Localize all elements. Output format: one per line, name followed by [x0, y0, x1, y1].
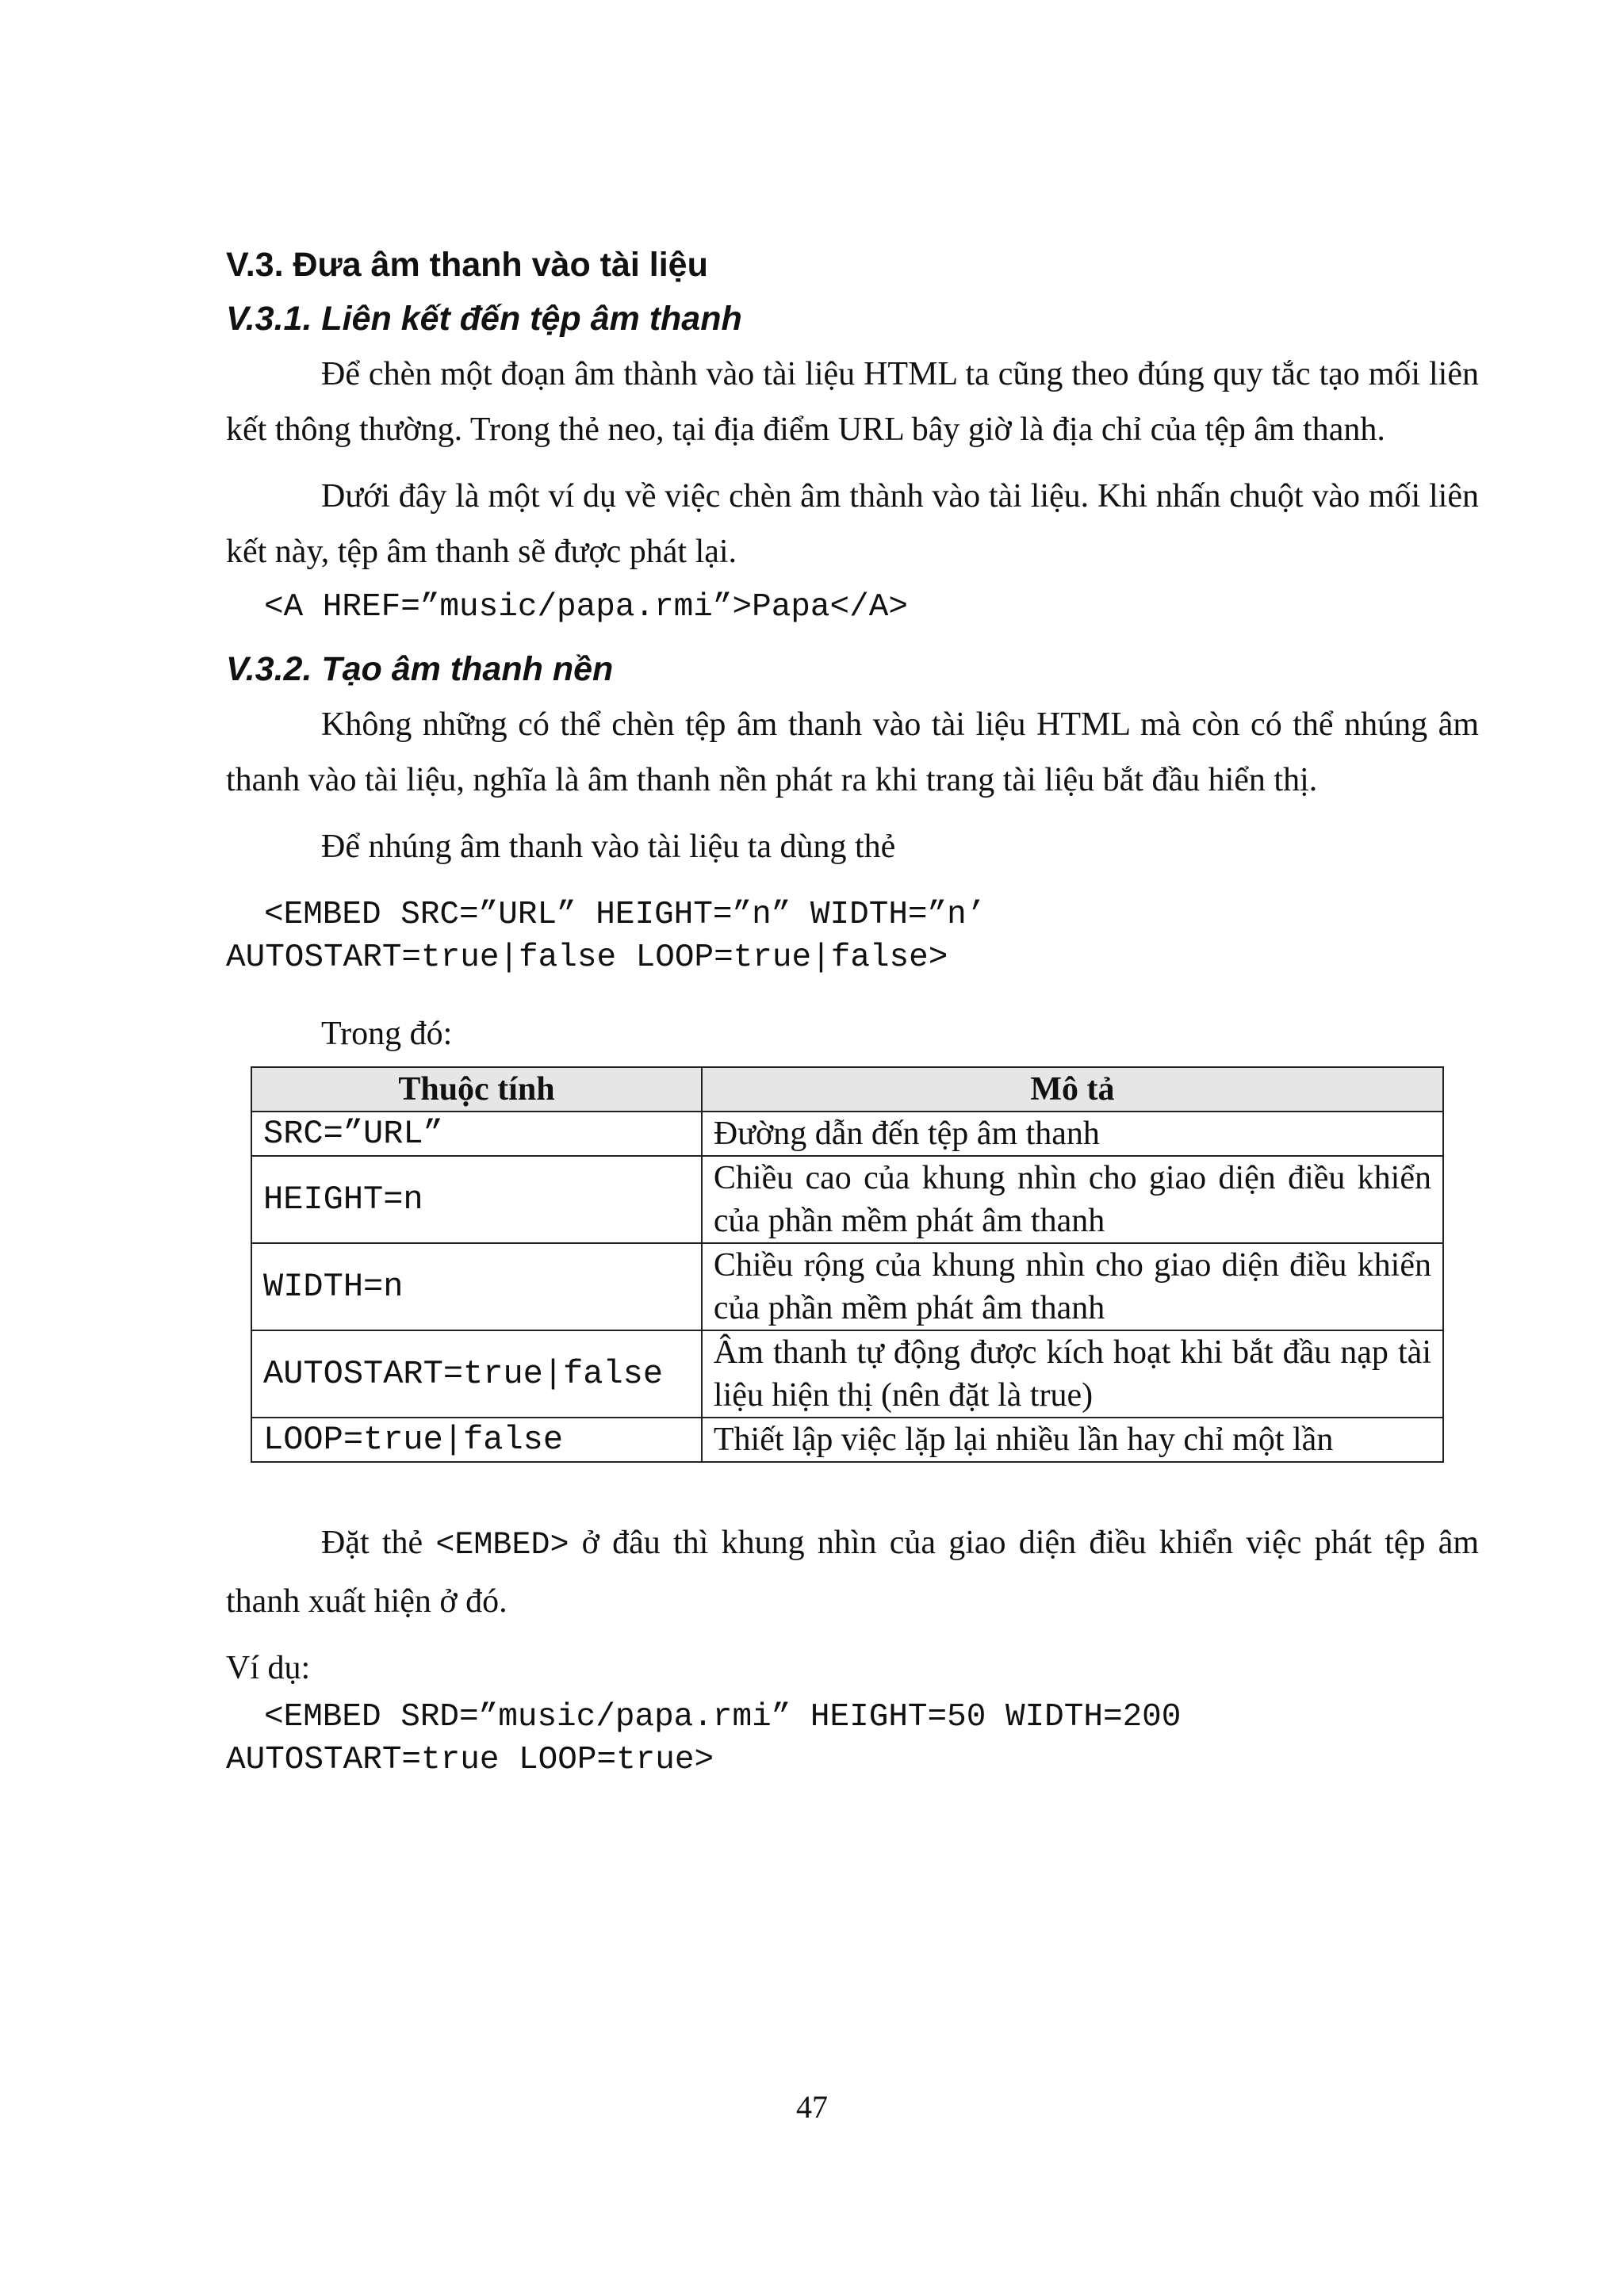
- paragraph-audio-example: Dưới đây là một ví dụ về việc chèn âm thành vào tài liệu. Khi nhấn chuột vào mối liên kết này, tệp âm thanh sẽ được phát lại.: [226, 478, 1479, 570]
- paragraph-embed-audio: Không những có thể chèn tệp âm thanh vào tài liệu HTML mà còn có thể nhúng âm thanh vào tài liệu, nghĩa là âm thanh nền phát ra khi trang tài liệu bắt đầu hiển thị.: [226, 706, 1479, 798]
- table-header-attribute: Thuộc tính: [251, 1067, 702, 1112]
- page-number: 47: [796, 2089, 828, 2125]
- example-label: Ví dụ:: [226, 1650, 311, 1686]
- code-embed-syntax-line-2: AUTOSTART=true|false LOOP=true|false>: [226, 939, 948, 976]
- table-cell-description: Thiết lập việc lặp lại nhiều lần hay chỉ một lần: [702, 1418, 1443, 1462]
- page-content: [226, 242, 1479, 1808]
- attributes-table: [251, 1066, 1444, 1463]
- table-cell-description: Đường dẫn đến tệp âm thanh: [702, 1112, 1443, 1156]
- embed-para-prefix: Đặt thẻ: [321, 1525, 436, 1561]
- table-cell-attribute: AUTOSTART=true|false: [251, 1330, 702, 1418]
- table-row: [251, 1156, 1443, 1243]
- table-cell-attribute: WIDTH=n: [251, 1243, 702, 1330]
- table-cell-attribute: SRC=”URL”: [251, 1112, 702, 1156]
- embed-tag-inline-code: <EMBED>: [435, 1528, 569, 1563]
- paragraph-embed-placement: [226, 1515, 1479, 1629]
- subsection-heading-link-audio: V.3.1. Liên kết đến tệp âm thanh: [226, 300, 742, 338]
- table-cell-description: Chiều cao của khung nhìn cho giao diện điều khiển của phần mềm phát âm thanh: [702, 1156, 1443, 1243]
- table-cell-description: Âm thanh tự động được kích hoạt khi bắt đầu nạp tài liệu hiện thị (nên đặt là true): [702, 1330, 1443, 1418]
- table-header-row: [251, 1067, 1443, 1112]
- table-header-description: Mô tả: [702, 1067, 1443, 1112]
- embed-para-suffix: ở đâu thì khung nhìn của giao diện điều khiển việc phát tệp âm thanh xuất hiện ở đó.: [226, 1525, 1479, 1620]
- subsection-heading-background-audio: V.3.2. Tạo âm thanh nền: [226, 650, 614, 688]
- table-cell-description: Chiều rộng của khung nhìn cho giao diện điều khiển của phần mềm phát âm thanh: [702, 1243, 1443, 1330]
- where-label: Trong đó:: [321, 1016, 453, 1052]
- code-embed-example-line-2: AUTOSTART=true LOOP=true>: [226, 1742, 714, 1778]
- table-cell-attribute: LOOP=true|false: [251, 1418, 702, 1462]
- paragraph-embed-tag-intro: Để nhúng âm thanh vào tài liệu ta dùng thẻ: [321, 828, 896, 865]
- table-row: [251, 1418, 1443, 1462]
- code-embed-example-line-1: <EMBED SRD=”music/papa.rmi” HEIGHT=50 WIDTH=200: [264, 1699, 1182, 1735]
- table-row: [251, 1112, 1443, 1156]
- paragraph-insert-audio: Để chèn một đoạn âm thành vào tài liệu HTML ta cũng theo đúng quy tắc tạo mối liên kết thông thường. Trong thẻ neo, tại địa điểm URL bây giờ là địa chỉ của tệp âm thanh.: [226, 356, 1479, 448]
- table-row: [251, 1243, 1443, 1330]
- table-cell-attribute: HEIGHT=n: [251, 1156, 702, 1243]
- code-anchor-example: <A HREF=”music/papa.rmi”>Papa</A>: [264, 589, 908, 626]
- section-heading: V.3. Đưa âm thanh vào tài liệu: [226, 246, 708, 284]
- code-embed-syntax-line-1: <EMBED SRC=”URL” HEIGHT=”n” WIDTH=”n’: [264, 897, 986, 933]
- code-embed-example: [226, 1696, 1479, 1781]
- code-embed-syntax: [226, 894, 1479, 979]
- table-row: [251, 1330, 1443, 1418]
